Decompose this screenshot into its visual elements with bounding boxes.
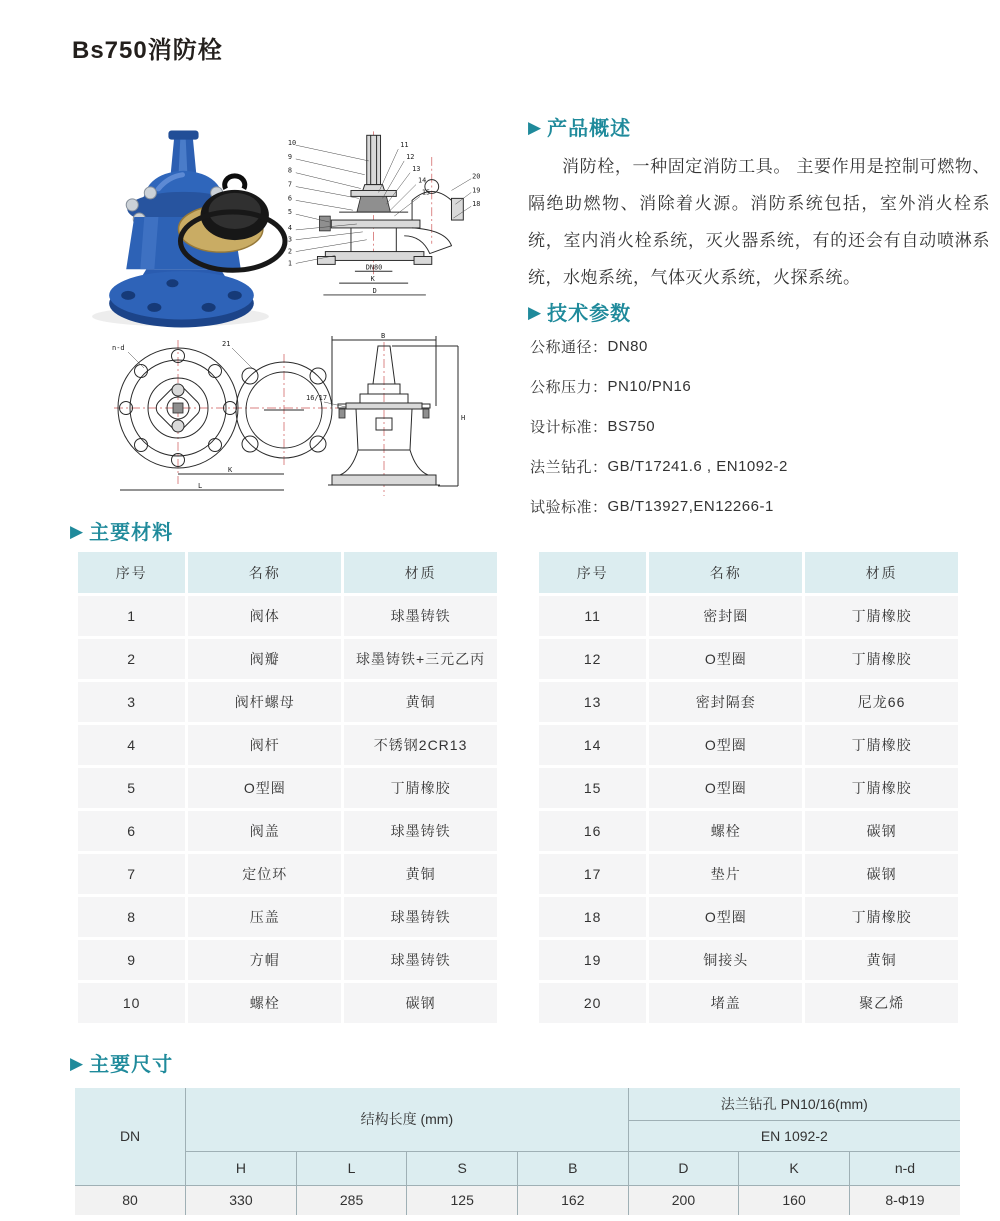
cell-no: 18: [539, 897, 646, 937]
section-drawing: [282, 126, 484, 320]
table-row: [539, 596, 958, 636]
cell-name: O型圈: [649, 725, 802, 765]
param-value: PN10/PN16: [607, 377, 692, 395]
cell-material: 黄铜: [805, 940, 958, 980]
cell-no: 13: [539, 682, 646, 722]
table-row: [78, 768, 497, 808]
section-drawing-svg: [282, 126, 484, 320]
cell-no: 1: [78, 596, 185, 636]
dim-dn80: DN80: [365, 263, 383, 272]
cell-material: 丁腈橡胶: [344, 768, 497, 808]
materials-heading-text: 主要材料: [89, 522, 174, 544]
table-row: [539, 854, 958, 894]
page-title: Bs750消防栓: [72, 37, 223, 64]
materials-table-left: [75, 549, 500, 1026]
col-material: 材质: [344, 552, 497, 593]
callout-19: 19: [472, 186, 481, 195]
cell-name: 方帽: [188, 940, 341, 980]
d-value: 200: [628, 1185, 739, 1215]
section-arrow-icon: ▶: [528, 303, 542, 322]
dim-header-row-3: [75, 1151, 960, 1185]
cell-material: 碳钢: [344, 983, 497, 1023]
s-value: 125: [407, 1185, 518, 1215]
materials-table-right: [536, 549, 961, 1026]
materials-heading: [70, 516, 173, 545]
dim-h: H: [461, 414, 466, 422]
col-material: 材质: [805, 552, 958, 593]
flange-drilling-header: 法兰钻孔 PN10/16(mm): [628, 1088, 960, 1120]
table-row: [539, 768, 958, 808]
table-header-row: [78, 552, 497, 593]
cell-material: 不锈钢2CR13: [344, 725, 497, 765]
param-row: [530, 486, 788, 526]
cell-material: 球墨铸铁: [344, 596, 497, 636]
k-value: 160: [739, 1185, 850, 1215]
section-arrow-icon: ▶: [528, 118, 542, 137]
col-name: 名称: [188, 552, 341, 593]
cell-no: 20: [539, 983, 646, 1023]
overview-heading-text: 产品概述: [547, 118, 632, 140]
table-row: [539, 682, 958, 722]
callout-13: 13: [412, 164, 421, 173]
param-label: 试验标准：: [530, 498, 608, 516]
callout-7: 7: [287, 180, 293, 189]
cell-name: 堵盖: [649, 983, 802, 1023]
dim-k: K: [370, 275, 375, 284]
cell-material: 丁腈橡胶: [805, 768, 958, 808]
callout-3: 3: [287, 235, 293, 244]
cell-no: 3: [78, 682, 185, 722]
table-row: [539, 811, 958, 851]
callout-14: 14: [417, 176, 427, 185]
cell-no: 4: [78, 725, 185, 765]
param-value: DN80: [607, 337, 648, 355]
col-k: K: [739, 1151, 850, 1185]
tech-params-heading-text: 技术参数: [547, 303, 632, 325]
table-row: [78, 811, 497, 851]
callout-8: 8: [287, 166, 293, 175]
cell-no: 14: [539, 725, 646, 765]
callout-21: 21: [222, 340, 231, 348]
callout-4: 4: [287, 223, 293, 232]
cell-material: 球墨铸铁+三元乙丙: [344, 639, 497, 679]
overview-heading: [528, 112, 631, 141]
cell-name: 密封圈: [649, 596, 802, 636]
cell-material: 丁腈橡胶: [805, 596, 958, 636]
cell-material: 碳钢: [805, 854, 958, 894]
cell-name: 螺栓: [649, 811, 802, 851]
en1092-header: EN 1092-2: [628, 1120, 960, 1151]
dim-header-row-1: [75, 1088, 960, 1120]
param-label: 设计标准：: [530, 418, 608, 436]
cell-no: 19: [539, 940, 646, 980]
hydrant-photo-illustration: [82, 116, 288, 330]
callout-2: 2: [287, 247, 293, 256]
side-view-svg: [302, 330, 470, 512]
cell-no: 6: [78, 811, 185, 851]
col-s: S: [407, 1151, 518, 1185]
param-row: [530, 406, 788, 446]
col-no: 序号: [539, 552, 646, 593]
product-photo: [82, 116, 288, 330]
param-label: 法兰钻孔：: [530, 458, 608, 476]
dim-d: D: [372, 286, 377, 295]
param-row: [530, 326, 788, 366]
cell-material: 丁腈橡胶: [805, 725, 958, 765]
structure-length-header: 结构长度 (mm): [186, 1088, 629, 1151]
cell-name: 压盖: [188, 897, 341, 937]
param-value: GB/T13927,EN12266-1: [607, 497, 774, 515]
dim-data-row: [75, 1185, 960, 1215]
param-label: 公称压力：: [530, 378, 608, 396]
cell-no: 10: [78, 983, 185, 1023]
table-row: [539, 940, 958, 980]
section-arrow-icon: ▶: [70, 1054, 84, 1073]
table-row: [78, 940, 497, 980]
cell-name: O型圈: [649, 768, 802, 808]
cell-no: 8: [78, 897, 185, 937]
dimensions-heading-text: 主要尺寸: [89, 1054, 174, 1076]
cell-material: 球墨铸铁: [344, 897, 497, 937]
cell-no: 5: [78, 768, 185, 808]
dim-k2: K: [228, 466, 233, 474]
h-value: 330: [186, 1185, 297, 1215]
cell-no: 12: [539, 639, 646, 679]
b-value: 162: [518, 1185, 629, 1215]
cell-no: 11: [539, 596, 646, 636]
col-nd: n-d: [849, 1151, 960, 1185]
cell-material: 尼龙66: [805, 682, 958, 722]
materials-tables: [75, 549, 961, 1026]
param-value: GB/T17241.6 , EN1092-2: [607, 457, 788, 475]
cell-name: 阀体: [188, 596, 341, 636]
section-arrow-icon: ▶: [70, 522, 84, 541]
side-view-drawing: [302, 330, 470, 512]
col-d: D: [628, 1151, 739, 1185]
callout-9: 9: [287, 152, 293, 161]
callout-20: 20: [472, 172, 481, 181]
cell-no: 2: [78, 639, 185, 679]
cell-name: 阀盖: [188, 811, 341, 851]
cell-name: 铜接头: [649, 940, 802, 980]
cell-no: 7: [78, 854, 185, 894]
callout-11: 11: [400, 141, 409, 150]
callout-18: 18: [472, 200, 481, 209]
cell-no: 16: [539, 811, 646, 851]
overview-paragraph: 消防栓，一种固定消防工具。 主要作用是控制可燃物、隔绝助燃物、消除着火源。消防系统包括，室外消火栓系统，室内消火栓系统，灭火器系统，有的还会有自动喷淋系统，水炮系统，气体灭火系统，火探系统。: [528, 157, 990, 287]
cell-name: 阀杆: [188, 725, 341, 765]
cell-material: 黄铜: [344, 854, 497, 894]
cell-material: 黄铜: [344, 682, 497, 722]
tech-params-list: [530, 326, 788, 526]
cell-no: 15: [539, 768, 646, 808]
table-row: [78, 854, 497, 894]
callout-nd: n-d: [112, 344, 125, 352]
param-label: 公称通径：: [530, 338, 608, 356]
cell-material: 丁腈橡胶: [805, 897, 958, 937]
cell-name: O型圈: [649, 639, 802, 679]
col-l: L: [296, 1151, 407, 1185]
cell-name: 垫片: [649, 854, 802, 894]
callout-5: 5: [287, 208, 293, 217]
callout-12: 12: [406, 152, 415, 161]
callout-1: 1: [287, 259, 293, 268]
table-row: [78, 725, 497, 765]
cell-material: 球墨铸铁: [344, 940, 497, 980]
callout-6: 6: [287, 194, 293, 203]
nd-value: 8-Φ19: [849, 1185, 960, 1215]
dimensions-table-wrap: [75, 1088, 960, 1215]
cell-name: 阀瓣: [188, 639, 341, 679]
cell-name: 密封隔套: [649, 682, 802, 722]
callout-16-17: 16/17: [306, 394, 328, 402]
cell-material: 碳钢: [805, 811, 958, 851]
cell-material: 丁腈橡胶: [805, 639, 958, 679]
cell-no: 17: [539, 854, 646, 894]
cell-name: 定位环: [188, 854, 341, 894]
table-row: [78, 897, 497, 937]
table-row: [78, 983, 497, 1023]
table-row: [78, 596, 497, 636]
table-row: [539, 897, 958, 937]
callout-15: 15: [421, 188, 431, 197]
callout-10: 10: [287, 139, 297, 148]
col-b: B: [518, 1151, 629, 1185]
param-row: [530, 366, 788, 406]
dn-value: 80: [75, 1185, 186, 1215]
cell-name: 阀杆螺母: [188, 682, 341, 722]
l-value: 285: [296, 1185, 407, 1215]
dim-l: L: [198, 482, 203, 490]
table-row: [539, 725, 958, 765]
cell-material: 聚乙烯: [805, 983, 958, 1023]
col-no: 序号: [78, 552, 185, 593]
dim-b: B: [381, 332, 386, 340]
table-row: [78, 682, 497, 722]
tech-params-heading: [528, 297, 631, 326]
cell-no: 9: [78, 940, 185, 980]
table-row: [539, 983, 958, 1023]
cell-name: 螺栓: [188, 983, 341, 1023]
dn-header: DN: [75, 1088, 186, 1185]
cell-name: O型圈: [188, 768, 341, 808]
col-h: H: [186, 1151, 297, 1185]
cell-material: 球墨铸铁: [344, 811, 497, 851]
dimensions-table: [75, 1088, 960, 1215]
table-row: [78, 639, 497, 679]
table-row: [539, 639, 958, 679]
dimensions-heading: [70, 1048, 173, 1077]
cell-name: O型圈: [649, 897, 802, 937]
col-name: 名称: [649, 552, 802, 593]
param-value: BS750: [607, 417, 656, 435]
table-header-row: [539, 552, 958, 593]
param-row: [530, 446, 788, 486]
